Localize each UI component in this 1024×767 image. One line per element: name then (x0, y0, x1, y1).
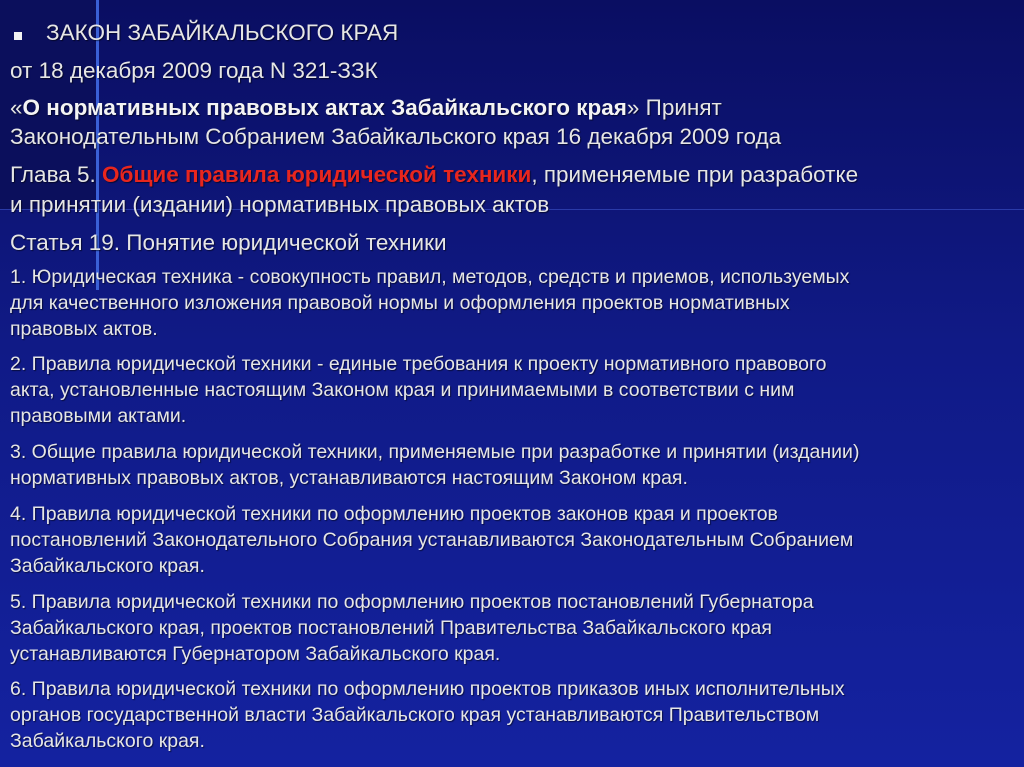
square-bullet-icon (14, 32, 22, 40)
paragraph-5-line-1: 5. Правила юридической техники по оформлению проектов постановлений Губернатора (10, 591, 814, 613)
law-name-close-quote: » (626, 95, 640, 120)
law-name: О нормативных правовых актах Забайкальского края (22, 95, 627, 120)
paragraph-6-line-2: органов государственной власти Забайкальского края устанавливаются Правительством (10, 704, 820, 726)
paragraph-3-line-2: нормативных правовых актов, устанавливаются настоящим Законом края. (10, 467, 688, 489)
chapter-suffix: , применяемые при разработке (531, 162, 859, 187)
law-name-line (10, 94, 722, 121)
paragraph-1-line-2: для качественного изложения правовой нормы и оформления проектов нормативных (10, 292, 790, 314)
paragraph-5-line-3: устанавливаются Губернатором Забайкальского края. (10, 643, 501, 665)
chapter-line-2: и принятии (издании) нормативных правовых актов (10, 192, 550, 217)
chapter-name: Общие правила юридической техники (102, 162, 532, 187)
law-number: от 18 декабря 2009 года N 321-ЗЗК (10, 58, 378, 83)
law-adopted-details: Законодательным Собранием Забайкальского края 16 декабря 2009 года (10, 124, 782, 149)
paragraph-2-line-2: акта, установленные настоящим Законом края и принимаемыми в соответствии с ним (10, 379, 795, 401)
paragraph-6-line-1: 6. Правила юридической техники по оформлению проектов приказов иных исполнительных (10, 678, 845, 700)
law-adopted-label: Принят (639, 95, 722, 120)
paragraph-6-line-3: Забайкальского края. (10, 730, 205, 752)
paragraph-4-line-3: Забайкальского края. (10, 555, 205, 577)
paragraph-1-line-1: 1. Юридическая техника - совокупность правил, методов, средств и приемов, используемых (10, 266, 850, 288)
paragraph-2-line-1: 2. Правила юридической техники - единые требования к проекту нормативного правового (10, 353, 827, 375)
slide-title: ЗАКОН ЗАБАЙКАЛЬСКОГО КРАЯ (46, 20, 399, 45)
paragraph-2-line-3: правовыми актами. (10, 405, 187, 427)
paragraph-4-line-1: 4. Правила юридической техники по оформлению проектов законов края и проектов (10, 503, 778, 525)
paragraph-5-line-2: Забайкальского края, проектов постановлений Правительства Забайкальского края (10, 617, 772, 639)
chapter-prefix: Глава 5. (10, 162, 103, 187)
law-name-open-quote: « (10, 95, 23, 120)
paragraph-3-line-1: 3. Общие правила юридической техники, применяемые при разработке и принятии (издании) (10, 441, 860, 463)
paragraph-4-line-2: постановлений Законодательного Собрания устанавливаются Законодательным Собранием (10, 529, 854, 551)
paragraph-1-line-3: правовых актов. (10, 318, 158, 340)
article-heading: Статья 19. Понятие юридической техники (10, 230, 447, 255)
chapter-line (10, 161, 858, 188)
